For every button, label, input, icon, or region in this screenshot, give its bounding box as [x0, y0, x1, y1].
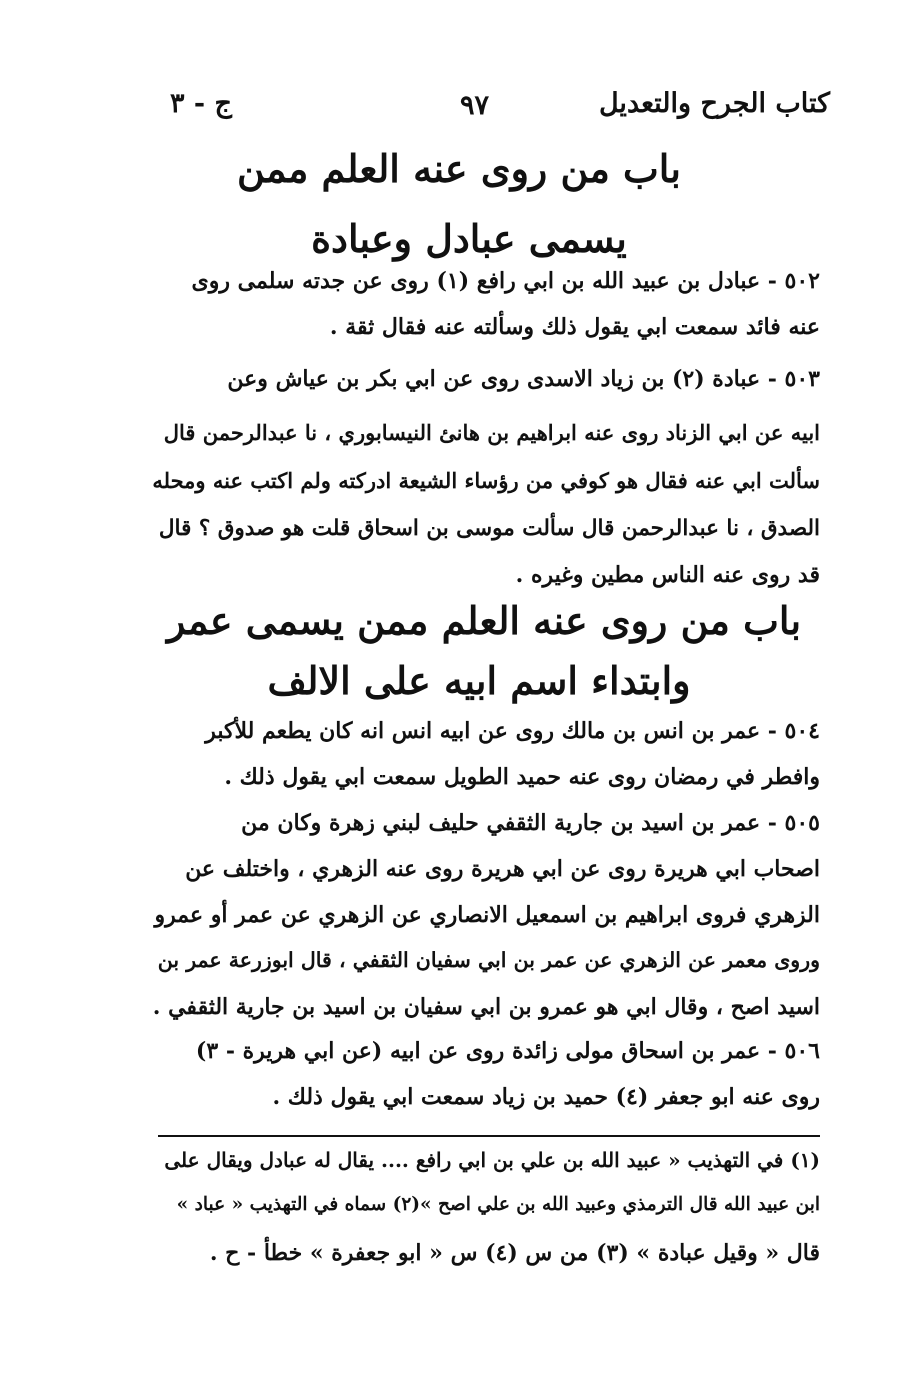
entry-line: اصحاب ابي هريرة روى عن ابي هريرة روى عنه الزهري ، واختلف عن [185, 856, 820, 882]
footnote-separator [158, 1135, 820, 1137]
entry-line: ٥٠٥ - عمر بن اسيد بن جارية الثقفي حليف لبني زهرة وكان من [241, 810, 820, 836]
volume-label: ج - ٣ [170, 88, 232, 119]
entry-line: اسيد اصح ، وقال ابي هو عمرو بن ابي سفيان بن اسيد بن جارية الثقفي . [152, 994, 820, 1020]
entry-line: ٥٠٢ - عبادل بن عبيد الله بن ابي رافع (١) روى عن جدته سلمى روى [191, 268, 820, 294]
entry-line: عنه فائد سمعت ابي يقول ذلك وسألته عنه فقال ثقة . [329, 314, 820, 340]
footnote-line: قال « وقيل عبادة » (٣) من س (٤) س « ابو جعفرة » خطأ - ح . [209, 1240, 820, 1266]
entry-502 [150, 270, 820, 360]
entry-503 [150, 368, 820, 598]
entry-line: الزهري فروى ابراهيم بن اسمعيل الانصاري عن الزهري عن عمر أو عمرو [154, 902, 820, 928]
entry-line: ٥٠٤ - عمر بن انس بن مالك روى عن ابيه انس انه كان يطعم للأكبر [205, 718, 820, 744]
heading-line: باب من روى عنه العلم ممن [237, 146, 681, 191]
entry-line: ٥٠٣ - عبادة (٢) بن زياد الاسدى روى عن ابي بكر بن عياش وعن [227, 366, 820, 392]
entry-504 [150, 720, 820, 810]
entry-line: ابيه عن ابي الزناد روى عنه ابراهيم بن هانئ النيسابوري ، نا عبدالرحمن قال [163, 420, 820, 445]
entry-line: قد روى عنه الناس مطين وغيره . [515, 562, 820, 588]
entry-line: روى عنه ابو جعفر (٤) حميد بن زياد سمعت ابي يقول ذلك . [272, 1084, 820, 1110]
entry-506 [150, 1040, 820, 1130]
page-number: ٩٧ [460, 90, 490, 121]
footnote-line: ابن عبيد الله قال الترمذي وعبيد الله بن علي اصح »(٢) سماه في التهذيب « عباد » [176, 1194, 820, 1215]
entry-line: ٥٠٦ - عمر بن اسحاق مولى زائدة روى عن ابيه (عن ابي هريرة - ٣) [195, 1038, 820, 1064]
running-head [150, 88, 830, 132]
footnote-line: (١) في التهذيب « عبيد الله بن علي بن ابي رافع .... يقال له عبادل ويقال على [164, 1148, 820, 1172]
book-title: كتاب الجرح والتعديل [598, 88, 830, 119]
heading-line: باب من روى عنه العلم ممن يسمى عمر [166, 598, 802, 643]
heading-line: يسمى عبادل وعبادة [311, 216, 627, 261]
entry-line: وافطر في رمضان روى عنه حميد الطويل سمعت ابي يقول ذلك . [224, 764, 820, 790]
entry-line: الصدق ، نا عبدالرحمن قال سألت موسى بن اسحاق قلت هو صدوق ؟ قال [158, 516, 820, 541]
footnotes [160, 1150, 820, 1290]
entry-505 [150, 812, 820, 1032]
heading-line: وابتداء اسم ابيه على الالف [267, 658, 691, 703]
entry-line: سألت ابي عنه فقال هو كوفي من رؤساء الشيعة ادركته ولم اكتب عنه ومحله [152, 468, 820, 493]
entry-line: وروى معمر عن الزهري عن عمر بن ابي سفيان الثقفي ، قال ابوزرعة عمر بن [157, 948, 820, 972]
